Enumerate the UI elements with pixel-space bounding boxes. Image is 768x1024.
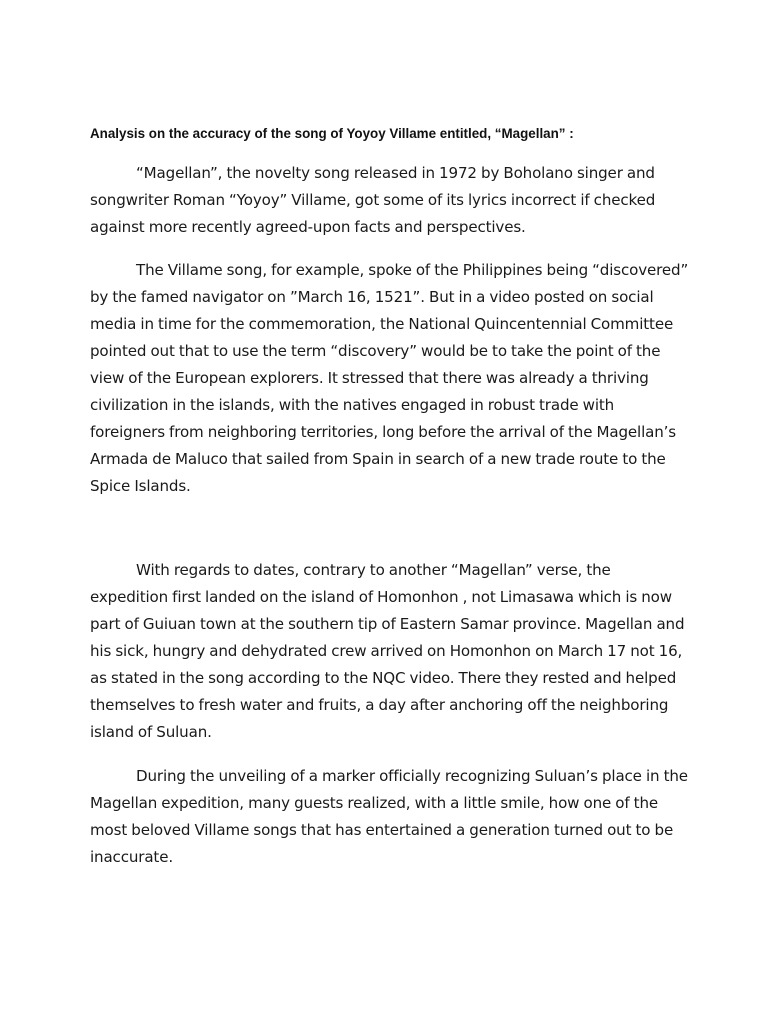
paragraph-2: The Villame song, for example, spoke of the Philippines being “discovered” by the famed navigator on ”March 16, 1521”. But in a video posted on social media in time for the commemoration, the National Quincentennial Committee pointed out that to use the term “discovery” would be to take the point of the view of the European explorers. It stressed that there was already a thriving civilization in the islands, with the natives engaged in robust trade with foreigners from neighboring territories, long before the arrival of the Magellan’s Armada de Maluco that sailed from Spain in search of a new trade route to the Spice Islands. [90, 261, 689, 495]
paragraph-4: During the unveiling of a marker officially recognizing Suluan’s place in the Magellan expedition, many guests realized, with a little smile, how one of the most beloved Villame songs that has entertained a generation turned out to be inaccurate. [90, 767, 688, 866]
paragraph-3: With regards to dates, contrary to another “Magellan” verse, the expedition first landed on the island of Homonhon , not Limasawa which is now part of Guiuan town at the southern tip of Eastern Samar province. Magellan and his sick, hungry and dehydrated crew arrived on Homonhon on March 17 not 16, as stated in the song according to the NQC video. There they rested and helped themselves to fresh water and fruits, a day after anchoring off the neighboring island of Suluan. [90, 561, 685, 741]
document-heading: Analysis on the accuracy of the song of Yoyoy Villame entitled, “Magellan” : [90, 126, 574, 141]
paragraph-1: “Magellan”, the novelty song released in 1972 by Boholano singer and songwriter Roman “Yoyoy” Villame, got some of its lyrics incorrect if checked against more recently agreed-upon facts and perspectives. [90, 164, 656, 236]
